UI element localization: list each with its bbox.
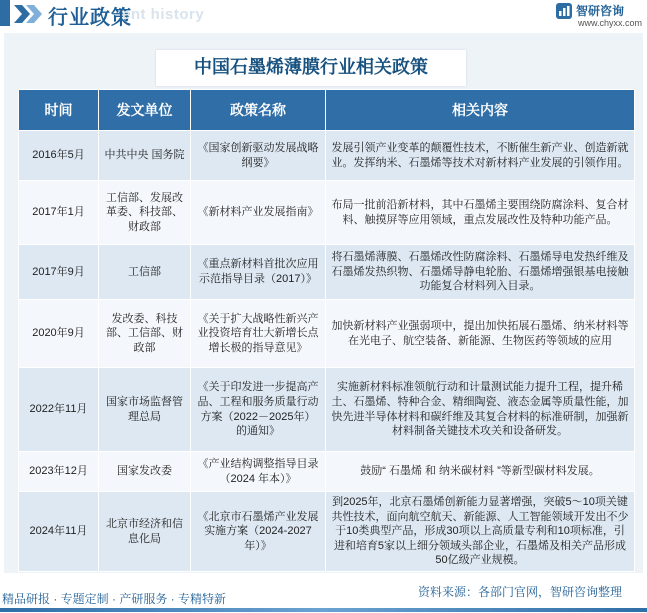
- table-title: 中国石墨烯薄膜行业相关政策: [194, 57, 428, 78]
- cell-content: 实施新材料标准领航行动和计量测试能力提升工程，提升稀土、石墨烯、特种合金、精细陶瓷、液态金属等质量性能，加快先进半导体材料和碳纤维及其复合材料的标准研制，加强新材料制备关键技术攻关和设备研发。: [326, 368, 635, 452]
- brand-name: 智研咨询: [576, 4, 625, 18]
- cell-time: 2020年9月: [19, 300, 99, 368]
- cell-content: 布局一批前沿新材料，其中石墨烯主要围绕防腐涂料、复合材料、触摸屏等应用领域，重点发展改性及特种功能产品。: [326, 181, 635, 245]
- column-header-time: 时间: [19, 90, 99, 131]
- cell-policy: 《关于印发进一步提高产品、工程和服务质量行动方案（2022－2025年）的通知》: [191, 368, 326, 452]
- column-header-content: 相关内容: [326, 90, 635, 131]
- cell-time: 2023年12月: [19, 452, 99, 492]
- cell-issuer: 发改委、科技部、工信部、财政部: [99, 300, 191, 368]
- cell-content: 加快新材料产业强弱项中，提出加快拓展石墨烯、纳米材料等在光电子、航空装备、新能源、生物医药等领域的应用: [326, 300, 635, 368]
- cell-content: 鼓励“ 石墨烯 和 纳米碳材料 ”等新型碳材料发展。: [326, 452, 635, 492]
- cell-time: 2016年5月: [19, 131, 99, 181]
- brand-url: www.chyxx.com: [578, 18, 643, 28]
- brand-logo-icon: [556, 3, 572, 19]
- page-footer: [0, 583, 647, 613]
- cell-policy: 《北京市石墨烯产业发展实施方案（2024-2027年）》: [191, 492, 326, 572]
- cell-time: 2024年11月: [19, 492, 99, 572]
- cell-issuer: 中共中央 国务院: [99, 131, 191, 181]
- cell-issuer: 工信部: [99, 245, 191, 300]
- header-accent-bar: [0, 0, 10, 26]
- cell-issuer: 国家发改委: [99, 452, 191, 492]
- cell-issuer: 国家市场监督管理总局: [99, 368, 191, 452]
- table-row: [19, 368, 635, 452]
- column-header-issuer: 发文单位: [99, 90, 191, 131]
- table-row: [19, 245, 635, 300]
- table-row: [19, 300, 635, 368]
- page-header: [0, 0, 647, 30]
- footer-services: 精品研报 · 专题定制 · 产研服务 · 专精特新: [2, 592, 226, 606]
- cell-time: 2022年11月: [19, 368, 99, 452]
- footer-source: 资料来源：各部门官网，智研咨询整理: [418, 585, 623, 599]
- table-row: [19, 492, 635, 572]
- cell-content: 到2025年，北京石墨烯创新能力显著增强，突破5～10项关键共性技术，面向航空航天、新能源、人工智能领域开发出不少于10类典型产品，形成30项以上高质量专利和10项标准，引进和培育5家以上细分领域头部企业，石墨烯及相关产品形成50亿级产业规模。: [326, 492, 635, 572]
- footer-divider: [0, 608, 647, 612]
- policy-table: [18, 89, 635, 572]
- column-header-policy: 政策名称: [191, 90, 326, 131]
- cell-time: 2017年1月: [19, 181, 99, 245]
- content-frame: [4, 33, 643, 573]
- table-row: [19, 131, 635, 181]
- cell-policy: 《国家创新驱动发展战略纲要》: [191, 131, 326, 181]
- header-watermark: ent history: [122, 6, 205, 23]
- cell-policy: 《新材料产业发展指南》: [191, 181, 326, 245]
- cell-policy: 《关于扩大战略性新兴产业投资培育壮大新增长点增长极的指导意见》: [191, 300, 326, 368]
- table-row: [19, 181, 635, 245]
- cell-policy: 《产业结构调整指导目录（2024 年本）》: [191, 452, 326, 492]
- cell-content: 将石墨烯薄膜、石墨烯改性防腐涂料、石墨烯导电发热纤维及石墨烯发热织物、石墨烯导静电轮胎、石墨烯增强银基电接触功能复合材料列入目录。: [326, 245, 635, 300]
- double-chevron-icon: [14, 5, 44, 23]
- cell-time: 2017年9月: [19, 245, 99, 300]
- table-row: [19, 452, 635, 492]
- section-title: 行业政策: [48, 7, 132, 29]
- cell-content: 发展引领产业变革的颠覆性技术，不断催生新产业、创造新就业。发挥纳米、石墨烯等技术对新材料产业发展的引领作用。: [326, 131, 635, 181]
- title-box: [156, 50, 466, 86]
- table-header-row: [19, 90, 635, 131]
- cell-policy: 《重点新材料首批次应用示范指导目录（2017）》: [191, 245, 326, 300]
- cell-issuer: 工信部、发展改革委、科技部、财政部: [99, 181, 191, 245]
- cell-issuer: 北京市经济和信息化局: [99, 492, 191, 572]
